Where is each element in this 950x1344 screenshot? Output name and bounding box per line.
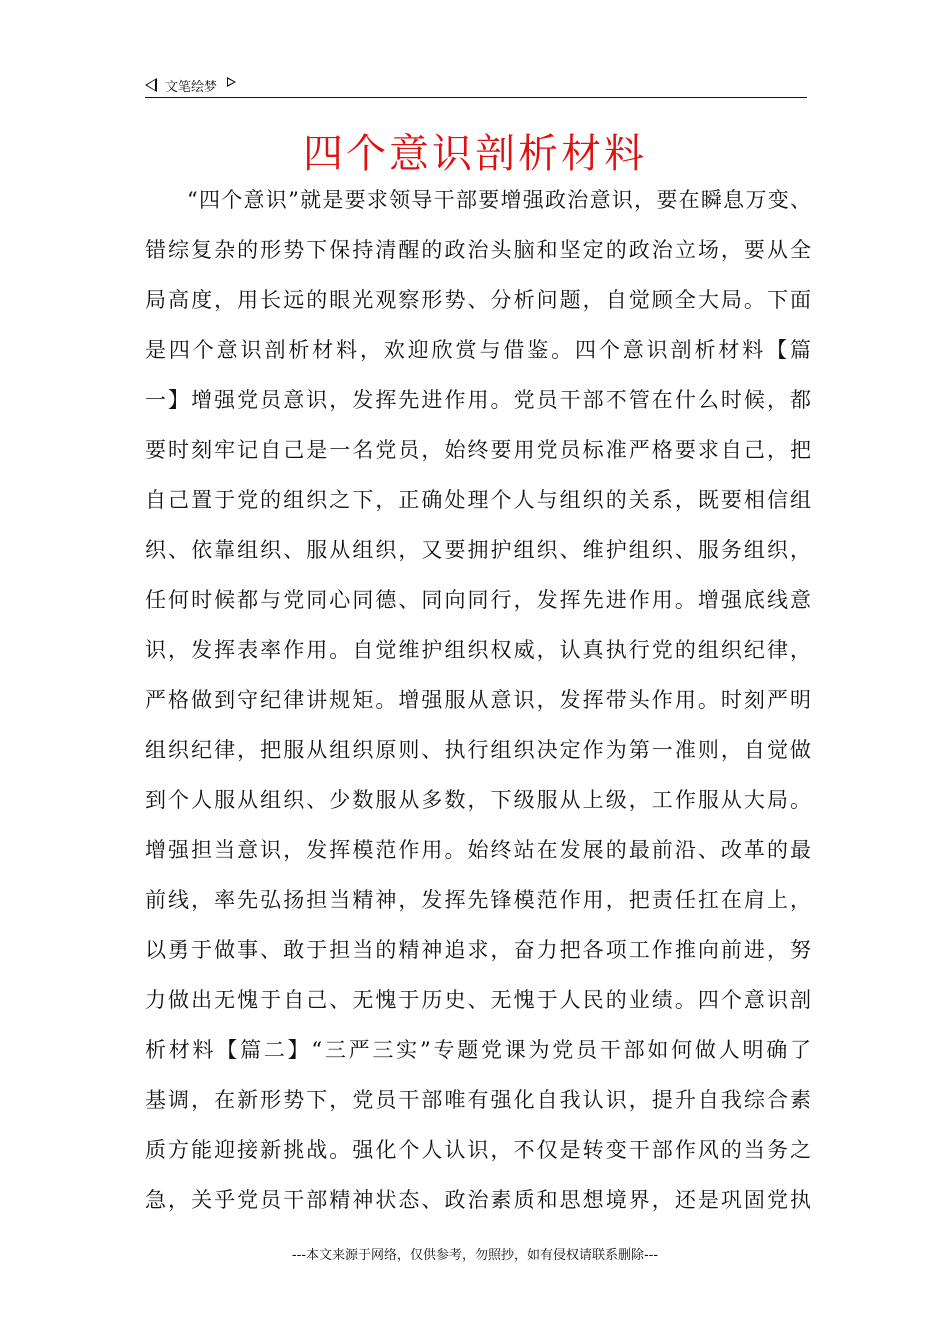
document-body bbox=[145, 175, 811, 1225]
body-line: 增强担当意识，发挥模范作用。始终站在发展的最前沿、改革的最 bbox=[145, 838, 811, 862]
body-line: 质方能迎接新挑战。强化个人认识，不仅是转变干部作风的当务之 bbox=[145, 1138, 811, 1162]
body-line: 织、依靠组织、服从组织，又要拥护组织、维护组织、服务组织， bbox=[145, 538, 811, 562]
page-header bbox=[145, 74, 807, 96]
header-divider bbox=[145, 97, 807, 98]
body-line: 自己置于党的组织之下，正确处理个人与组织的关系，既要相信组 bbox=[145, 488, 811, 512]
triangle-left-icon bbox=[145, 78, 157, 92]
triangle-right-icon bbox=[227, 77, 236, 87]
body-line: 一】增强党员意识，发挥先进作用。党员干部不管在什么时候，都 bbox=[145, 388, 811, 412]
body-line: 力做出无愧于自己、无愧于历史、无愧于人民的业绩。四个意识剖 bbox=[145, 988, 811, 1012]
header-brand: 文笔绘梦 bbox=[165, 79, 218, 95]
body-line: 是四个意识剖析材料，欢迎欣赏与借鉴。四个意识剖析材料【篇 bbox=[145, 338, 811, 362]
body-line: 到个人服从组织、少数服从多数，下级服从上级，工作服从大局。 bbox=[145, 788, 811, 812]
body-line: 严格做到守纪律讲规矩。增强服从意识，发挥带头作用。时刻严明 bbox=[145, 688, 811, 712]
body-line: 任何时候都与党同心同德、同向同行，发挥先进作用。增强底线意 bbox=[145, 588, 811, 612]
body-line: 以勇于做事、敢于担当的精神追求，奋力把各项工作推向前进，努 bbox=[145, 938, 811, 962]
body-line: 错综复杂的形势下保持清醒的政治头脑和坚定的政治立场，要从全 bbox=[145, 238, 811, 262]
body-line: 要时刻牢记自己是一名党员，始终要用党员标准严格要求自己，把 bbox=[145, 438, 811, 462]
body-line: 基调，在新形势下，党员干部唯有强化自我认识，提升自我综合素 bbox=[145, 1088, 811, 1112]
body-line: 识，发挥表率作用。自觉维护组织权威，认真执行党的组织纪律， bbox=[145, 638, 811, 662]
document-title: 四个意识剖析材料 bbox=[303, 131, 647, 177]
body-line: 前线，率先弘扬担当精神，发挥先锋模范作用，把责任扛在肩上， bbox=[145, 888, 811, 912]
page-footer-disclaimer: ---本文来源于网络，仅供参考，勿照抄，如有侵权请联系删除--- bbox=[291, 1248, 659, 1263]
body-line: 组织纪律，把服从组织原则、执行组织决定作为第一准则，自觉做 bbox=[145, 738, 811, 762]
body-line: 急，关乎党员干部精神状态、政治素质和思想境界，还是巩固党执 bbox=[145, 1188, 811, 1212]
body-line: “四个意识”就是要求领导干部要增强政治意识，要在瞬息万变、 bbox=[187, 188, 811, 212]
body-line: 析材料【篇二】“三严三实”专题党课为党员干部如何做人明确了 bbox=[145, 1038, 811, 1062]
body-line: 局高度，用长远的眼光观察形势、分析问题，自觉顾全大局。下面 bbox=[145, 288, 811, 312]
